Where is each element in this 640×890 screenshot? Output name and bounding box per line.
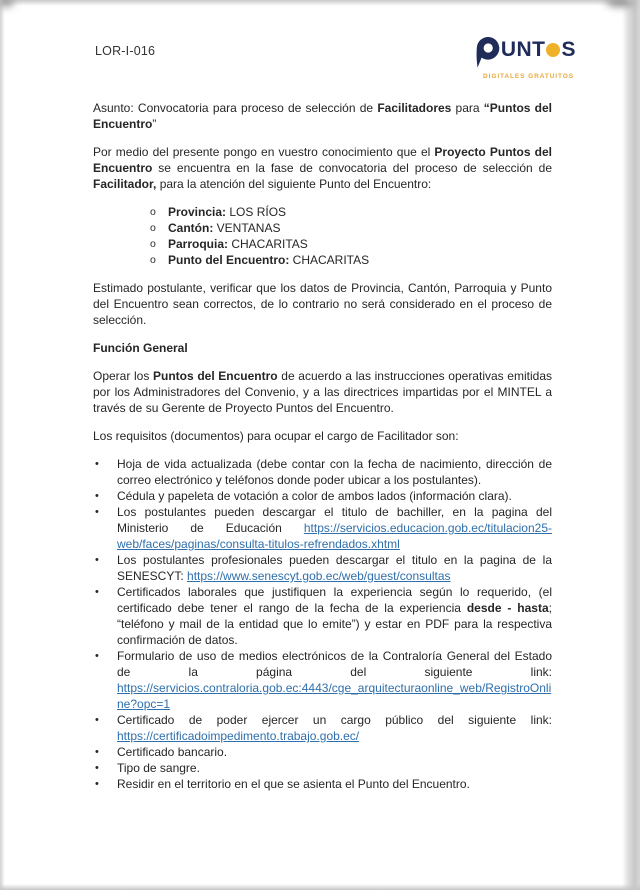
text-run: Certificado de poder ejercer un cargo público del siguiente link: [117, 713, 552, 727]
list-item [150, 204, 552, 220]
list-item [93, 488, 552, 504]
list-item [93, 552, 552, 584]
disc-bullet-icon: • [95, 746, 99, 758]
list-item [93, 648, 552, 712]
education-titles-link[interactable]: https://servicios.educacion.gob.ec/titulacion25-web/faces/paginas/consulta-titulos-refrendados.xhtml [117, 521, 552, 551]
logo-letters [501, 38, 576, 62]
requirement-titulo-profesional [117, 552, 552, 584]
text-run: Los postulantes pueden descargar el titulo de bachiller, en la pagina del Ministerio de Educación [117, 505, 552, 535]
requirement-tipo-sangre: Tipo de sangre. [117, 761, 200, 775]
logo-letter-s: S [561, 38, 576, 61]
o-dot-icon [546, 43, 560, 57]
location-parroquia [168, 236, 308, 252]
disc-bullet-icon: • [95, 458, 99, 470]
circle-bullet-icon: o [150, 238, 156, 250]
text-run-bold: Facilitadores [377, 101, 452, 115]
disc-bullet-icon: • [95, 778, 99, 790]
list-item [150, 236, 552, 252]
location-label: Parroquia: [168, 237, 229, 251]
paragraph-note: Estimado postulante, verificar que los datos de Provincia, Cantón, Parroquia y Punto del Encuentro sean correctos, de lo contrario no será considerado en el proceso de selección. [93, 281, 552, 327]
location-provincia [168, 204, 286, 220]
requirement-certificado-bancario: Certificado bancario. [117, 745, 228, 759]
section-heading-funcion-general: Función General [93, 341, 188, 355]
disc-bullet-icon: • [95, 554, 99, 566]
location-value: CHACARITAS [228, 237, 308, 251]
requirement-formulario-contraloria [117, 648, 552, 712]
logo-wordmark [475, 36, 576, 73]
text-run: Los postulantes profesionales pueden descargar el titulo en la pagina de la SENESCYT: [117, 553, 552, 583]
paragraph-requisitos-intro: Los requisitos (documentos) para ocupar el cargo de Facilitador son: [93, 429, 459, 443]
circle-bullet-icon: o [150, 206, 156, 218]
requirements-list [93, 456, 552, 792]
requirement-titulo-bachiller [117, 504, 552, 552]
text-run: Operar los [93, 369, 153, 383]
text-run: Formulario de uso de medios electrónicos de la Contraloría General del Estado de la página del siguiente link: [117, 649, 552, 679]
logo-subtitle: DIGITALES GRATUITOS [483, 73, 574, 80]
text-run: de acuerdo a las instrucciones operativas emitidas por los Administradores del Convenio, y a las directrices impartidas por el MINTEL a través de su Gerente de Proyecto Puntos del Encuentro. [93, 369, 552, 415]
text-run: se encuentra en la fase de convocatoria del proceso de selección de [152, 161, 552, 175]
requirement-certificados-laborales [117, 584, 552, 648]
puntos-logo [475, 36, 576, 80]
list-item [93, 744, 552, 760]
text-run: para [451, 101, 484, 115]
location-value: VENTANAS [213, 221, 281, 235]
text-run: Por medio del presente pongo en vuestro conocimiento que el [93, 145, 435, 159]
disc-bullet-icon: • [95, 490, 99, 502]
text-run-bold: Proyecto Puntos del Encuentro [93, 145, 552, 175]
location-label: Cantón: [168, 221, 214, 235]
page-edge-shadow-right [622, 0, 640, 890]
list-item [93, 584, 552, 648]
text-run-bold: Facilitador, [93, 177, 157, 191]
text-run-bold: desde - hasta [466, 601, 549, 615]
doc-code: LOR-I-016 [95, 44, 156, 58]
requirement-hoja-de-vida: Hoja de vida actualizada (debe contar con la fecha de nacimiento, dirección de correo electrónico y teléfonos donde poder ubicar a los postulantes). [117, 457, 552, 487]
location-value: CHACARITAS [289, 253, 370, 267]
requirement-cargo-publico [117, 712, 552, 744]
text-run: Certificados laborales que justifiquen la experiencia según lo requerido, (el certificado debe tener el rango de la fecha de la experiencia [117, 585, 552, 615]
requirement-cedula: Cédula y papeleta de votación a color de ambos lados (información clara). [117, 489, 512, 503]
document-header [0, 0, 640, 80]
list-item [93, 760, 552, 776]
list-item [150, 252, 552, 268]
disc-bullet-icon: • [95, 586, 99, 598]
paragraph-funcion [93, 368, 552, 416]
page-edge-shadow-top [0, 0, 640, 6]
document-body [0, 80, 640, 792]
text-run: ” [152, 117, 157, 131]
list-item [93, 776, 552, 792]
disc-bullet-icon: • [95, 762, 99, 774]
location-label: Provincia: [168, 205, 227, 219]
text-run: ; “teléfono y mail de la entidad que lo emite”) y estar en PDF para la respectiva confirmación de datos. [117, 601, 552, 647]
list-item [93, 504, 552, 552]
text-run-bold: “Puntos del Encuentro [93, 101, 553, 131]
location-punto-encuentro [168, 252, 369, 268]
contraloria-link[interactable]: https://servicios.contraloria.gob.ec:4443/cge_arquitecturaonline_web/RegistroOnline?opc=1 [117, 681, 552, 711]
page-edge-shadow-left [0, 0, 5, 890]
disc-bullet-icon: • [95, 506, 99, 518]
page-edge-shadow-bottom [0, 884, 640, 890]
location-canton [168, 220, 280, 236]
location-label: Punto del Encuentro: [168, 253, 290, 267]
text-run-bold: Puntos del Encuentro [153, 369, 278, 383]
list-item [93, 712, 552, 744]
requirement-residir: Residir en el territorio en el que se asienta el Punto del Encuentro. [117, 777, 470, 791]
disc-bullet-icon: • [95, 650, 99, 662]
paragraph-asunto [93, 100, 552, 132]
location-list [93, 204, 552, 268]
disc-bullet-icon: • [95, 714, 99, 726]
logo-letters-unt: UNT [500, 38, 546, 61]
circle-bullet-icon: o [150, 254, 156, 266]
list-item [93, 456, 552, 488]
impedimento-link[interactable]: https://certificadoimpedimento.trabajo.gob.ec/ [117, 729, 360, 743]
circle-bullet-icon: o [150, 222, 156, 234]
paragraph-intro [93, 144, 552, 192]
list-item [150, 220, 552, 236]
location-value: LOS RÍOS [226, 205, 287, 219]
text-run: Asunto: Convocatoria para proceso de selección de [93, 101, 378, 115]
senescyt-link[interactable]: https://www.senescyt.gob.ec/web/guest/consultas [187, 569, 451, 583]
text-run: para la atención del siguiente Punto del Encuentro: [156, 177, 432, 191]
map-pin-icon [475, 36, 500, 73]
